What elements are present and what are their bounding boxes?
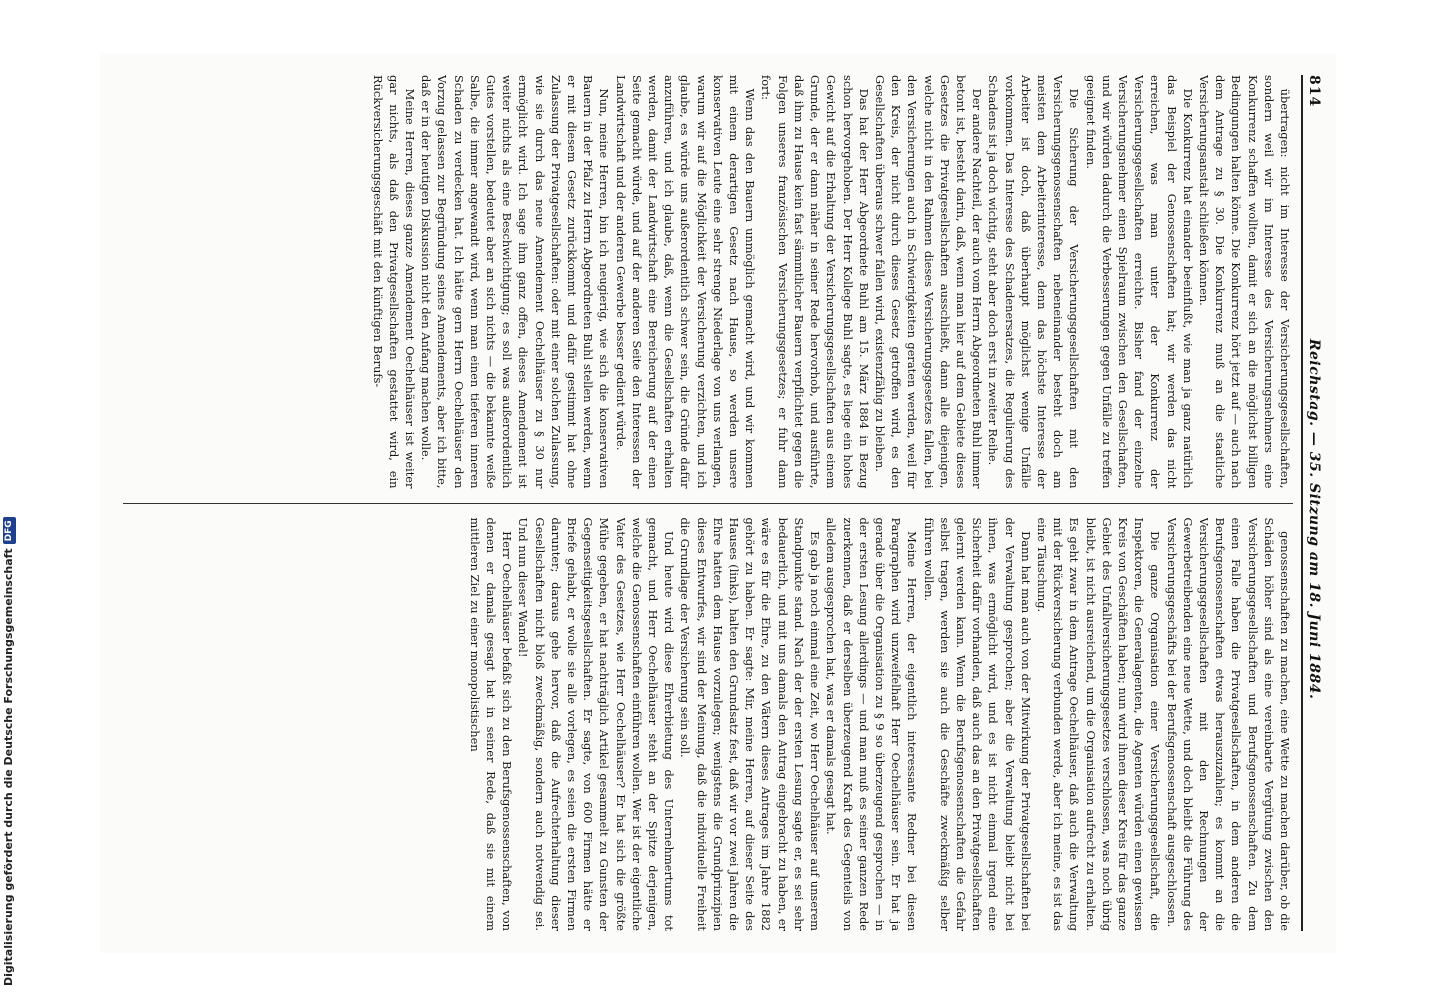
paragraph: Und heute wird diese Ehrerbietung des Unternehmertums tot gemacht, und Herr Oechelhäuser steht an der Spitze derjenigen, welche die Genossenschaften einführen wollen. Wer ist der eigentliche Vater des Gesetzes, wie Herr Oechelhäuser? Er hat sich die größte Mühe gegeben, er hat nachträglich Artikel gesammelt zu Gunsten der Gegenseitigkeitsgesellschaften. Er sagte, von 600 Firmen hätte er Briefe gehabt, er wolle sie alle vorlegen, es seien die ersten Firmen darunter; daraus gehe hervor, daß die Aufrechterhaltung dieser Gesellschaften nicht bloß zweckmäßig, sondern auch notwendig sei. Und nun dieser Wandel!: [516, 517, 677, 931]
paragraph: Das hat der Herr Abgeordnete Buhl am 15. März 1884 in Bezug schon hervorgehoben. Der Herr Kollege Buhl sagte, es liege ein hohes Gewicht auf die Erhaltung der Versicherungsgesellschaften aus einem Grunde, der er dann näher in seiner Rede hervorhob, und ausführte, daß ihm zu Hause kein fast sämmtlicher Bauern verpflichtet gegen die Folgen unseres französischen Versicherungsgesetzes; er fuhr dann fort:: [759, 75, 871, 489]
paragraph: Es gab ja noch einmal eine Zeit, wo Herr Oechelhäuser auf unserem Standpunkte stand. Nach der der ersten Lesung sagte er, es sei sehr bedauerlich, und mit uns damals den Antrag eingebracht zu haben, er wäre es für die Ehre, zu den Vätern dieses Antrages im Jahre 1882 gehört zu haben. Er sagte: Mir, meine Herren, auf dieser Seite des Hauses (links), halten den Grundsatz fest, daß wir vor zwei Jahren die Ehre hatten dem Hause vorzulegen; wenigstens die Grundprinzipien dieses Entwurfes, wir sind der Meinung, daß die individuelle Freiheit die Grundlage der Versicherung sein soll.: [678, 517, 823, 931]
page-header: [1301, 75, 1322, 931]
paragraph: Meine Herren, der eigentlich interessante Redner bei diesen Paragraphen wird unzweifelhaft Herr Oechelhäuser sein. Er hat ja gerade über die Organisation zu § 9 so überzeugend gesprochen — in der ersten Lesung allerdings — und man muß es seiner ganzen Rede zuerkennen, daß er derselben überzeugend Kraft des Gegenteils von alledem ausgesprochen hat, was er damals gesagt hat.: [824, 517, 920, 931]
credit-text: Digitalisierung gefördert durch die Deutsche Forschungsgemeinschaft: [2, 548, 15, 986]
rotated-page-content: [100, 53, 1336, 953]
paragraph: genossenschaften zu machen, eine Wette zu machen darüber, ob die Schäden höher sind als eine vereinbarte Vergütung zwischen den Versicherungsgesellschaften und Berufsgenossenschaften. Zu dem einen Falle haben die Privatgesellschaften, in dem anderen die Berufsgenossenschaften etwas herauszuzahlen; es kommt an die Versicherungsgesellschaften mit den Rechnungen der Gewerbetreibenden eine neue Wette, und doch bleibt die Führung des Versicherungsgeschäfts bei der Berufsgenossenschaft ausgeschlossen.: [1164, 517, 1292, 931]
paragraph: Wenn das den Bauern unmöglich gemacht wird, und wir kommen mit einem derartigen Gesetz nach Hause, so werden unsere konservativen Leute eine sehr strenge Niederlage von uns verlangen, warum wir auf die Möglichkeit der Versicherung verzichten, und ich glaube, es würde uns außerordentlich schwer sein, die Gründe dafür anzuführen, und ich glaube, daß, wenn die Gesellschaften erhalten werden, damit der Landwirtschaft eine Bereicherung auf der einen Seite gemacht würde, und auf der anderen Seite den Interessen der Landwirtschaft und der anderen Gewerbe besser gedient würde.: [613, 75, 758, 489]
paragraph: Dann hat man auch von der Mitwirkung der Privatgesellschaften bei der Verwaltung gesprochen; aber die Verwaltung bleibt nicht bei ihnen, was ermöglicht wird, und es ist nicht einmal irgend eine Sicherheit dafür vorhanden, daß auch das an den Privatgesellschaften gelernt werden kann. Wenn die Berufsgenossenschaften die Gefahr selbst tragen, werden sie auch die Geschäfte zweckmäßig selber führen wollen.: [921, 517, 1033, 931]
column-left: [123, 75, 1293, 489]
running-head: Reichstag. — 35. Sitzung am 18. Juni 1884.: [1306, 338, 1322, 700]
paragraph: Die Sicherung der Versicherungsgesellschaften mit den Versicherungsgenossenschaften nebeneinander besteht doch am meisten dem Arbeiterinteresse, denn das höchste Interesse der Arbeiter ist doch, daß überhaupt möglichst wenige Unfälle vorkommen. Das Interesse des Schadenersatzes, die Regulierung des Schadens ist ja doch wichtig, steht aber doch erst in zweiter Reihe.: [986, 75, 1082, 489]
paragraph: Meine Herren, dieses ganze Amendement Oechelhäuser ist weiter gar nichts, als daß den Privatgesellschaften gestattet wird, ein Rückversicherungsgeschäft mit den künftigen Berufs-: [370, 75, 418, 489]
column-right: [123, 518, 1293, 932]
paragraph: Die ganze Organisation einer Versicherungsgesellschaft, die Inspektoren, die Generalagenten, die Agenten würden einen gewissen Kreis von Geschäften haben; nun wird ihnen dieser Kreis für das ganze Gebiet des Unfallversicherungsgesetzes verschlossen, was noch übrig bleibt, ist nicht ausreichend, um die Organisation aufrecht zu erhalten. Es geht zwar in dem Antrage Oechelhäuser, daß auch die Verwaltung mit der Rückversicherung verbunden werde, aber ich meine, es ist das eine Täuschung.: [1034, 517, 1163, 931]
paragraph: Herr Oechelhäuser befaßt sich zu den Berufsgenossenschaften, von denen er damals gesagt hat in seiner Rede, daß sie mit einem mittleren Ziel zu einer monopolistischen: [467, 517, 515, 931]
column-divider: [123, 503, 1293, 504]
paragraph: Die Konkurrenz hat einander beeinflußt, wie man ja ganz natürlich das Beispiel der Genossenschaften hat; wir werden das nicht erreichen, was man unter der Konkurrenz der Versicherungsgesellschaften erreichte. Bisher fand der einzelne Versicherungsnehmer einen Spielraum zwischen den Gesellschaften, und wir würden dadurch die Verbesserungen gegen Unfälle zu treffen geeignet finden.: [1083, 75, 1195, 489]
paragraph: Nun, meine Herren, bin ich neugierig, wie sich die konservativen Bauern in der Pfalz zu Herrn Abgeordneten Buhl stellen werden, wenn er mit diesem Gesetz zurückkommt und dafür gestimmt hat ohne Zulassung der Privatgesellschaften: oder mit einer solchen Zulassung, wie sie durch das neue Amendement Oechelhäuser zu § 30 nur ermöglicht wird. Ich sage ihm ganz offen, dieses Amendement ist weiter nichts als eine Beschwichtigung; es soll was außerordentlich Gutes vorstellen, bedeutet aber an sich nichts — die bekannte weiße Salbe, die immer angewandt wird, wenn man einen tieferen inneren Schaden zu verdecken hat. Ich hätte gern Herrn Oechelhäuser den Vorzug gelassen zur Begründung seines Amendements, aber ich bitte, daß er in der heutigen Diskussion nicht den Anfang machen wolle.: [419, 75, 612, 489]
digitization-credit: [0, 0, 18, 1000]
text-columns: [123, 75, 1293, 931]
paragraph: übertragen: nicht im Interesse der Versicherungsgesellschaften, sondern weil wir im Interesse des Versicherungsnehmers eine Konkurrenz schaffen wollten, damit er sich an die möglichst billigen Bedingungen halten könne. Die Konkurrenz hört jetzt auf — auch nach dem Antrage zu § 30. Die Konkurrenz muß an die staatliche Versicherungsanstalt schließen können.: [1196, 75, 1292, 489]
paragraph: Der andere Nachteil, der auch vom Herrn Abgeordneten Buhl immer betont ist, besteht darin, daß, wenn man hier auf dem Gebiete dieses Gesetzes die Privatgesellschaften ausschließt, dann alle diejenigen, welche nicht in den Rahmen dieses Versicherungsgesetzes fallen, bei den Versicherungen auch in Schwierigkeiten geraten werden, weil für den Kreis, der nicht durch dieses Gesetz getroffen wird, es den Gesellschaften überaus schwer fallen wird, existenzfähig zu bleiben.: [872, 75, 985, 489]
scanned-page: [100, 53, 1336, 953]
dfg-logo-icon: DFG: [3, 517, 16, 544]
page-number: 814: [1306, 75, 1322, 108]
